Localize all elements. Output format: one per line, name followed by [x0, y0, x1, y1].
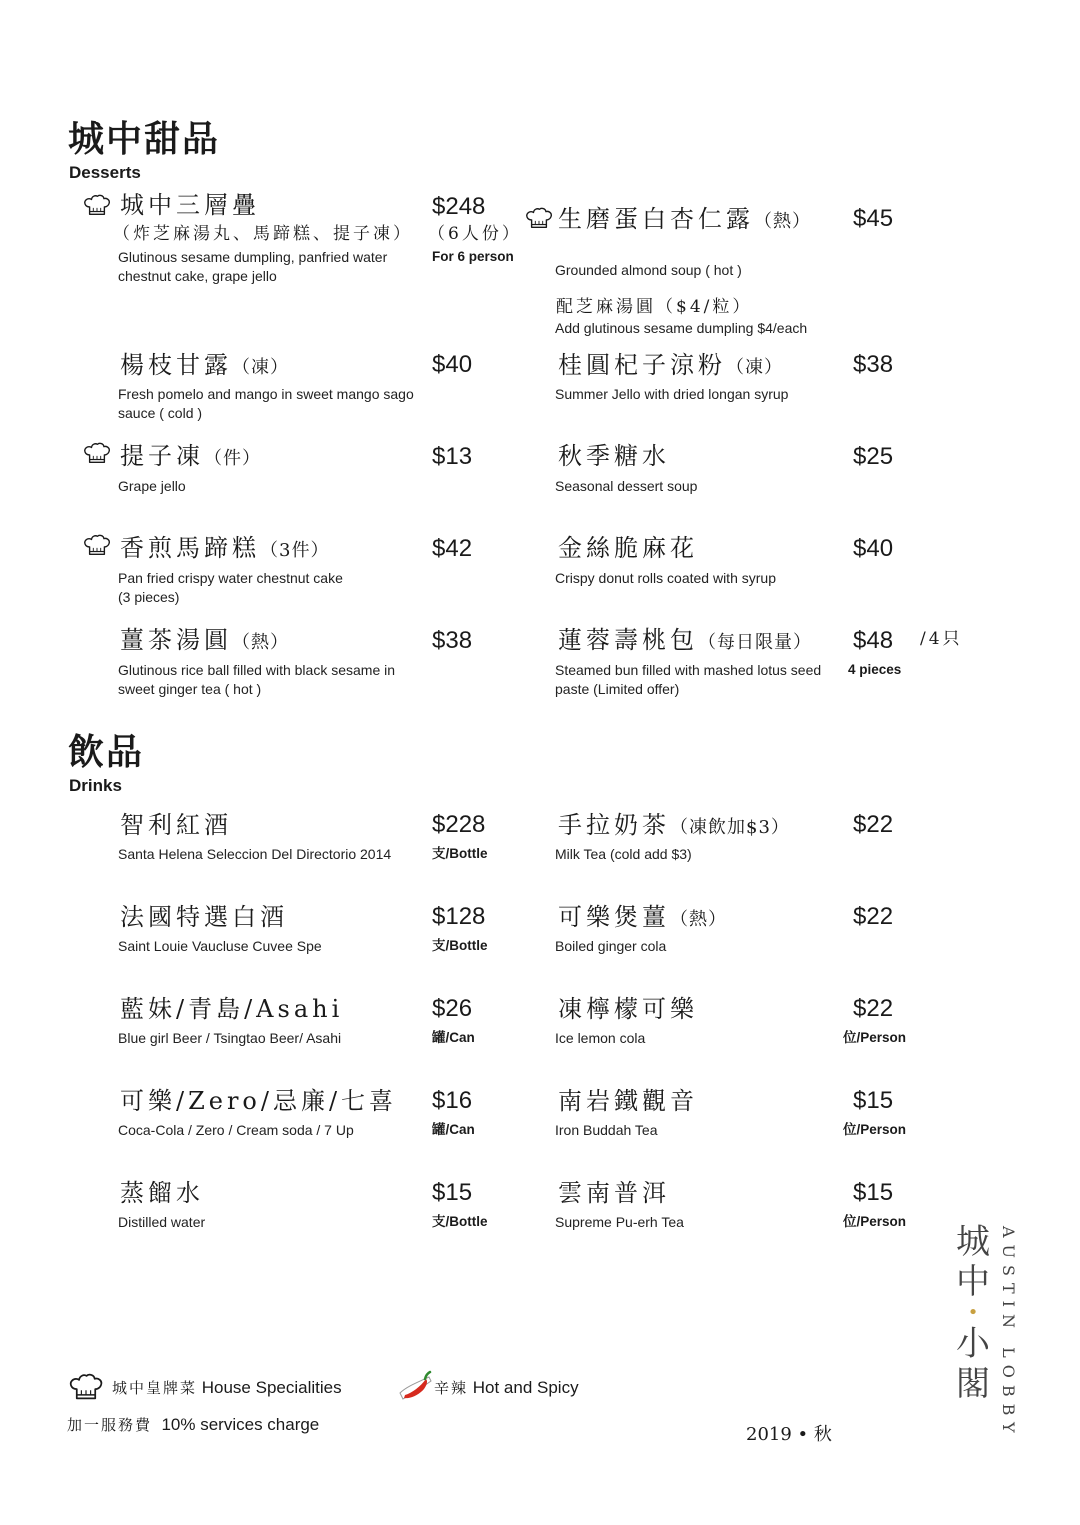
- service-charge-note: 加一服務費 10% services charge: [67, 1415, 320, 1434]
- drink-price: $15: [432, 1179, 473, 1206]
- dessert-price: $13: [432, 443, 473, 470]
- drink-name: 蒸餾水: [120, 1179, 204, 1207]
- drink-description: Ice lemon cola: [555, 1030, 646, 1046]
- dessert-price: $40: [432, 351, 473, 378]
- drink-name: 智利紅酒: [120, 811, 232, 839]
- desserts-title-zh: 城中甜品: [68, 118, 221, 160]
- drink-price: $22: [853, 903, 894, 930]
- dessert-description: Glutinous sesame dumpling, panfried water chestnut cake, grape jello: [118, 249, 388, 284]
- drink-unit: 位/Person: [843, 1030, 907, 1045]
- dessert-price: $45: [853, 205, 894, 232]
- season-label: 2019 • 秋: [746, 1424, 832, 1445]
- dessert-description: Crispy donut rolls coated with syrup: [555, 570, 776, 586]
- drink-price: $22: [853, 811, 894, 838]
- drink-unit: 罐/Can: [432, 1122, 475, 1137]
- dessert-description: Seasonal dessert soup: [555, 478, 698, 494]
- drink-name: 南岩鐵觀音: [558, 1087, 698, 1115]
- dessert-name: 秋季糖水: [558, 442, 670, 470]
- dessert-price: $25: [853, 443, 894, 470]
- dessert-price: $42: [432, 535, 473, 562]
- drink-unit: 支/Bottle: [432, 938, 488, 953]
- drink-description: Milk Tea (cold add $3): [555, 846, 692, 862]
- dessert-name: 提子凍（件）: [120, 442, 261, 470]
- dessert-name: 城中三層疊: [120, 191, 260, 219]
- drinks-title-en: Drinks: [69, 776, 122, 795]
- drink-description: Supreme Pu-erh Tea: [555, 1214, 684, 1230]
- desserts-title-en: Desserts: [69, 163, 141, 182]
- dessert-description: Pan fried crispy water chestnut cake (3 pieces): [118, 570, 343, 605]
- dessert-description: Grounded almond soup ( hot ): [555, 262, 742, 278]
- drink-price: $26: [432, 995, 473, 1022]
- legend-specialty: 城中皇牌菜 House Specialities: [112, 1378, 342, 1397]
- drink-unit: 罐/Can: [432, 1030, 475, 1045]
- dessert-price: $248: [432, 193, 486, 220]
- drink-description: Distilled water: [118, 1214, 206, 1230]
- dessert-description: Summer Jello with dried longan syrup: [555, 386, 789, 402]
- drink-description: Boiled ginger cola: [555, 938, 667, 954]
- drink-name: 藍妹/青島/Asahi: [120, 995, 344, 1023]
- dessert-addon-en: Add glutinous sesame dumpling $4/each: [555, 320, 808, 336]
- drink-price: $22: [853, 995, 894, 1022]
- dessert-price: $48: [853, 627, 894, 654]
- chef-hat-icon: [82, 194, 112, 218]
- brand-logo-en: AUSTIN LOBBY: [999, 1226, 1018, 1440]
- drink-description: Blue girl Beer / Tsingtao Beer/ Asahi: [118, 1030, 342, 1046]
- chef-hat-icon: [82, 442, 112, 466]
- drink-name: 法國特選白酒: [120, 903, 288, 931]
- drink-description: Saint Louie Vaucluse Cuvee Spe: [118, 938, 322, 954]
- drink-name: 可樂煲薑（熱）: [558, 903, 727, 931]
- drink-unit: 支/Bottle: [432, 1214, 488, 1229]
- dessert-description: Fresh pomelo and mango in sweet mango sago sauce ( cold ): [118, 386, 414, 421]
- drink-name: 可樂/Zero/忌廉/七喜: [120, 1087, 398, 1115]
- chef-hat-icon: [67, 1373, 105, 1403]
- drink-name: 凍檸檬可樂: [558, 995, 698, 1023]
- dessert-name: 薑茶湯圓（熱）: [120, 626, 289, 654]
- legend-spicy: 辛辣 Hot and Spicy: [434, 1378, 579, 1397]
- drink-description: Iron Buddah Tea: [555, 1122, 658, 1138]
- drink-price: $228: [432, 811, 486, 838]
- drink-price: $16: [432, 1087, 473, 1114]
- drink-name: 雲南普洱: [558, 1179, 670, 1207]
- dessert-name: 蓮蓉壽桃包（每日限量）: [558, 626, 812, 654]
- dessert-price: $38: [432, 627, 473, 654]
- dessert-note: （炸芝麻湯丸、馬蹄糕、提子凍）: [113, 224, 413, 244]
- brand-logo-zh: 城 中 • 小 閣: [956, 1222, 990, 1405]
- drink-name: 手拉奶茶（凍飲加$3）: [558, 811, 790, 839]
- drink-price: $15: [853, 1179, 894, 1206]
- dessert-name: 金絲脆麻花: [558, 534, 698, 562]
- chef-hat-icon: [524, 207, 554, 231]
- dessert-name: 香煎馬蹄糕（3件）: [120, 534, 330, 562]
- drink-unit: 位/Person: [843, 1214, 907, 1229]
- drink-description: Santa Helena Seleccion Del Directorio 2014: [118, 846, 392, 862]
- drink-unit: 支/Bottle: [432, 846, 488, 861]
- dessert-name: 生磨蛋白杏仁露（熱）: [558, 205, 811, 233]
- chili-pepper-icon: [396, 1367, 434, 1405]
- dessert-description: Glutinous rice ball filled with black sesame in sweet ginger tea ( hot ): [118, 662, 396, 697]
- dessert-price-suffix: /4只: [920, 629, 963, 649]
- dessert-name: 楊枝甘露（凍）: [120, 351, 289, 379]
- dessert-price: $40: [853, 535, 894, 562]
- dessert-price-note-en: 4 pieces: [848, 662, 902, 677]
- dessert-description: Grape jello: [118, 478, 186, 494]
- drink-description: Coca-Cola / Zero / Cream soda / 7 Up: [118, 1122, 354, 1138]
- drink-price: $128: [432, 903, 486, 930]
- dessert-name: 桂圓杞子涼粉（凍）: [558, 351, 783, 379]
- dessert-addon-zh: 配芝麻湯圓（$4/粒）: [556, 297, 753, 317]
- drinks-title-zh: 飲品: [68, 731, 145, 773]
- dessert-price: $38: [853, 351, 894, 378]
- dessert-description: Steamed bun filled with mashed lotus seed paste (Limited offer): [555, 662, 822, 697]
- drink-price: $15: [853, 1087, 894, 1114]
- dessert-price-note-zh: （6人份）: [428, 224, 522, 244]
- drink-unit: 位/Person: [843, 1122, 907, 1137]
- chef-hat-icon: [82, 534, 112, 558]
- dessert-price-note-en: For 6 person: [432, 249, 514, 264]
